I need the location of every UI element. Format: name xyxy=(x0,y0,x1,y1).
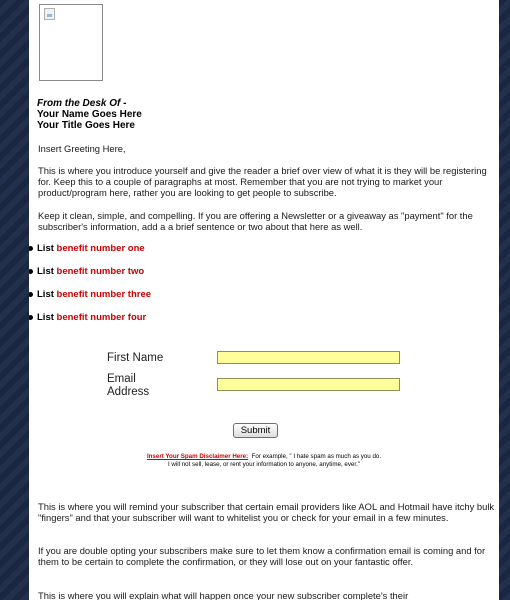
content-page xyxy=(29,0,499,600)
benefit-item xyxy=(29,312,499,335)
author-title: Your Title Goes Here xyxy=(37,120,135,131)
first-name-label: First Name xyxy=(107,352,164,364)
spam-disclaimer-link[interactable]: Insert Your Spam Disclaimer Here: xyxy=(146,453,249,460)
author-photo-placeholder xyxy=(39,4,103,81)
benefit-text: benefit number two xyxy=(56,266,145,277)
benefit-text: benefit number four xyxy=(56,312,147,323)
broken-image-icon xyxy=(44,8,55,20)
benefit-prefix: List xyxy=(37,266,54,277)
benefit-list xyxy=(29,243,499,335)
author-signature-block xyxy=(37,98,142,131)
first-name-input[interactable] xyxy=(217,351,400,364)
bullet-icon xyxy=(29,315,33,320)
author-name: Your Name Goes Here xyxy=(37,109,142,120)
email-label xyxy=(107,373,149,399)
email-label-line1: Email xyxy=(107,373,136,385)
bullet-icon xyxy=(29,292,33,297)
bullet-icon xyxy=(29,246,33,251)
benefit-text: benefit number three xyxy=(56,289,152,300)
benefit-text: benefit number one xyxy=(56,243,145,254)
intro-paragraph-2: Keep it clean, simple, and compelling. If you are offering a Newsletter or a giveaway as "payment" for the subscriber's information, add a a brief sentence or two about that here as well. xyxy=(38,210,473,232)
disclaimer-text-2: I will not sell, lease, or rent your information to anyone, anytime, ever." xyxy=(167,461,361,468)
closing-paragraph-2: If you are double opting your subscribers make sure to let them know a confirmation email is coming and for them to be certain to complete the confirmation, or they will lose out on your fantastic offer. xyxy=(38,545,486,567)
closing-paragraph-3: This is where you will explain what will happen once your new subscriber complete's their xyxy=(38,590,409,600)
from-desk-label: From the Desk Of - xyxy=(37,98,127,109)
intro-paragraph-1: This is where you introduce yourself and give the reader a brief over view of what it is they will be registering for. Keep this to a couple of paragraphs at most. Remember that you are not trying to market your product/program here, rather you are looking to get people to subscribe. xyxy=(38,165,487,198)
benefit-prefix: List xyxy=(37,243,54,254)
spam-disclaimer xyxy=(29,453,499,469)
bullet-icon xyxy=(29,269,33,274)
background-pattern-right xyxy=(499,0,510,600)
disclaimer-text-1: For example, " I hate spam as much as you do. xyxy=(251,453,382,460)
background-pattern-left xyxy=(0,0,29,600)
benefit-prefix: List xyxy=(37,312,54,323)
email-input[interactable] xyxy=(217,378,400,391)
greeting: Insert Greeting Here, xyxy=(38,143,126,154)
benefit-prefix: List xyxy=(37,289,54,300)
email-label-line2: Address xyxy=(107,386,150,398)
closing-paragraph-1: This is where you will remind your subscriber that certain email providers like AOL and Hotmail have itchy bulk "fingers" and that your subscriber will want to whitelist you or check for your email in a few minutes. xyxy=(38,501,495,523)
submit-button[interactable]: Submit xyxy=(233,423,278,438)
benefit-item xyxy=(29,289,499,312)
benefit-item xyxy=(29,266,499,289)
benefit-item xyxy=(29,243,499,266)
disclaimer-line-1 xyxy=(29,453,499,461)
